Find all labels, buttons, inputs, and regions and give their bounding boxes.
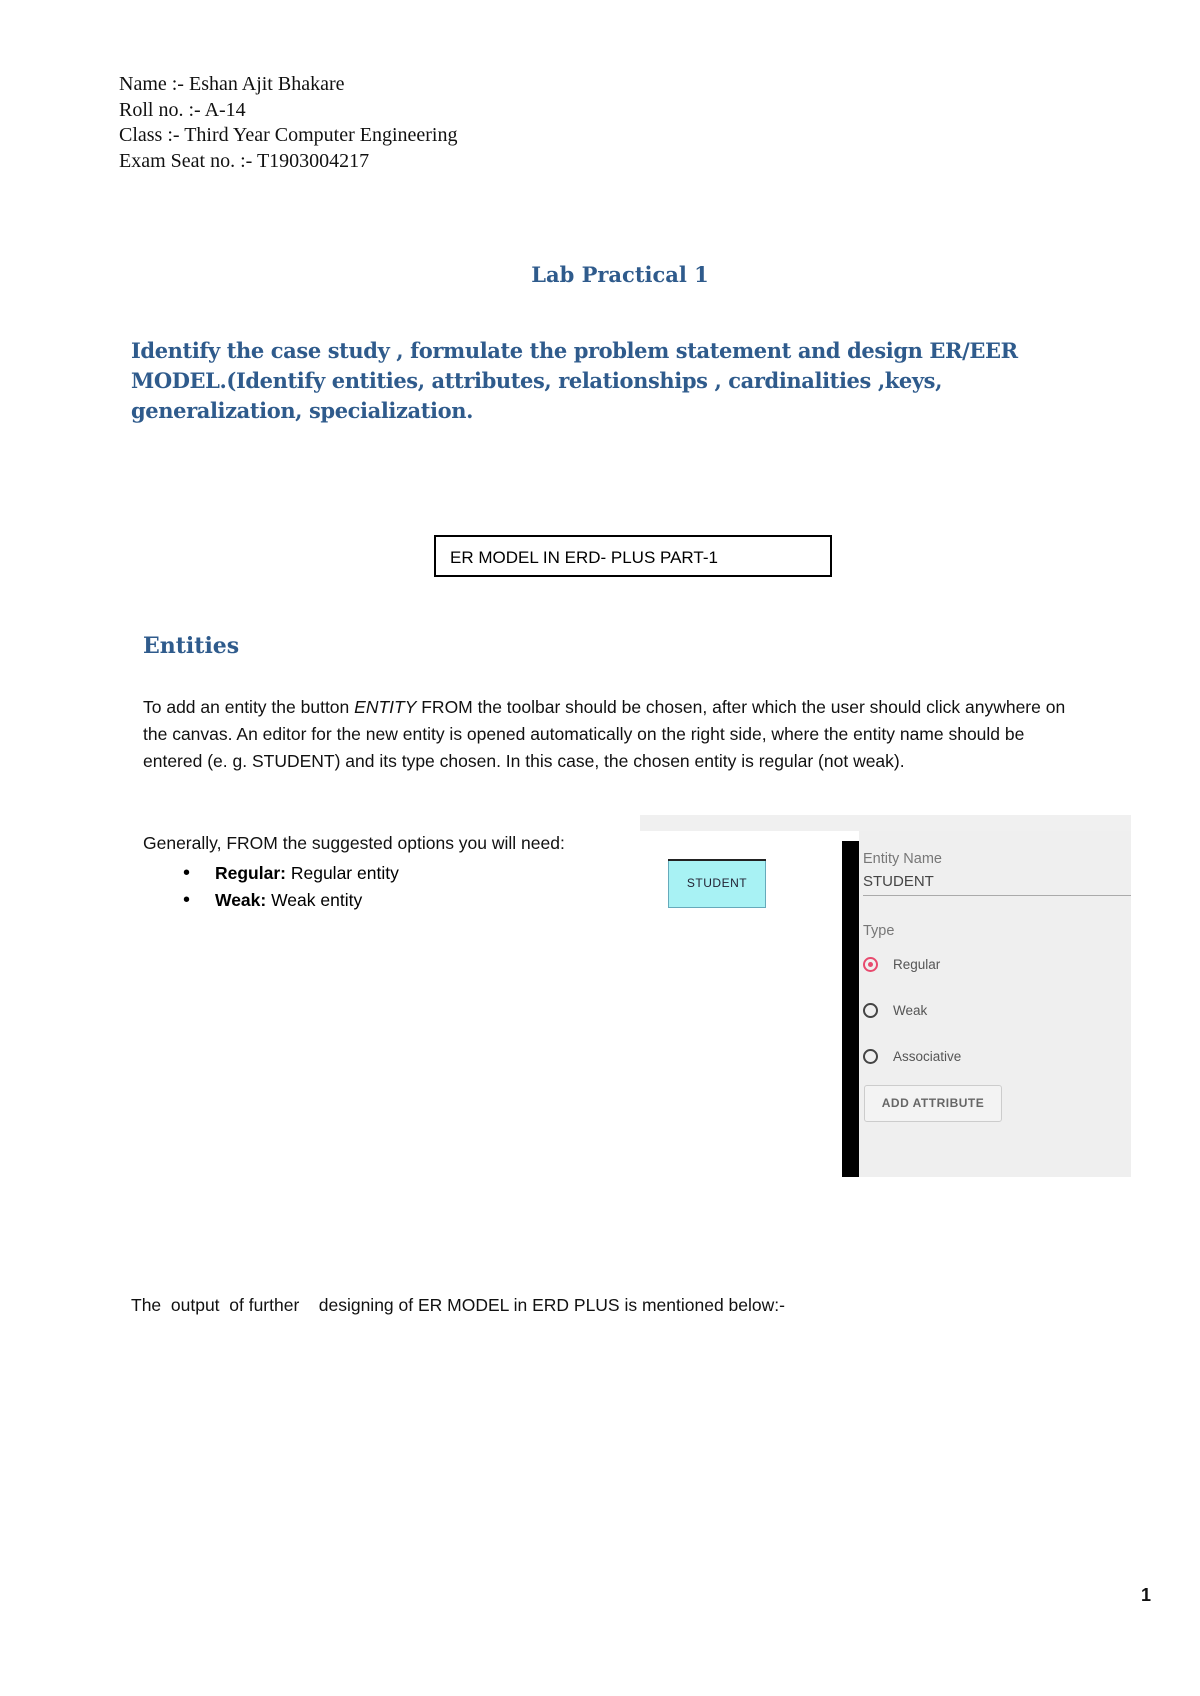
bullet-term: Weak: bbox=[215, 890, 267, 910]
para-text-before: To add an entity the button bbox=[143, 697, 355, 717]
para-text-after: FROM the toolbar should be chosen, after which the user should click anywhere on the canvas. An editor for the new entity is opened automatically on the right side, where the entity name should be entered (e. g. STUDENT) and its type chosen. In this case, the chosen entity is regular (not weak). bbox=[143, 697, 1066, 771]
screenshot-top-strip bbox=[640, 815, 1131, 831]
output-note: The output of further designing of ER MODEL in ERD PLUS is mentioned below:- bbox=[131, 1295, 785, 1315]
entity-type-list bbox=[183, 860, 399, 914]
entity-name-label: Entity Name bbox=[863, 851, 942, 867]
page-title: Lab Practical 1 bbox=[531, 262, 709, 287]
student-entity-shape[interactable]: STUDENT bbox=[668, 859, 766, 908]
student-details bbox=[119, 72, 457, 174]
entities-description bbox=[143, 694, 1083, 775]
student-name: Name :- Eshan Ajit Bhakare bbox=[119, 73, 345, 95]
type-label: Type bbox=[863, 923, 895, 939]
radio-label: Regular bbox=[893, 957, 941, 972]
student-class: Class :- Third Year Computer Engineering bbox=[119, 124, 458, 146]
radio-label: Weak bbox=[893, 1003, 928, 1018]
radio-label: Associative bbox=[893, 1049, 962, 1064]
radio-checked-icon bbox=[863, 957, 878, 972]
list-item bbox=[183, 860, 399, 887]
bullet-desc: Regular entity bbox=[285, 863, 399, 883]
section-heading-entities: Entities bbox=[143, 633, 240, 659]
radio-unchecked-icon bbox=[863, 1049, 878, 1064]
exam-seat-number: Exam Seat no. :- T1903004217 bbox=[119, 149, 370, 172]
para-entity-emphasis: ENTITY bbox=[354, 697, 417, 717]
radio-weak[interactable] bbox=[863, 1003, 927, 1018]
add-attribute-button[interactable]: ADD ATTRIBUTE bbox=[864, 1085, 1002, 1122]
page-number: 1 bbox=[1141, 1585, 1152, 1605]
list-item bbox=[183, 887, 399, 914]
entity-editor-panel bbox=[859, 831, 1131, 1177]
erdplus-screenshot bbox=[640, 815, 1131, 1177]
objective-statement: Identify the case study , formulate the problem statement and design ER/EER MODEL.(Identify entities, attributes, relationships , cardinalities ,keys, generalization, specialization. bbox=[131, 338, 1018, 423]
entity-name-underline bbox=[863, 895, 1131, 896]
entity-name-input[interactable]: STUDENT bbox=[863, 873, 934, 890]
roll-number: Roll no. :- A-14 bbox=[119, 98, 246, 121]
radio-unchecked-icon bbox=[863, 1003, 878, 1018]
part-label-box: ER MODEL IN ERD- PLUS PART-1 bbox=[434, 535, 832, 577]
bullet-term: Regular: bbox=[215, 863, 286, 883]
panel-divider bbox=[842, 841, 859, 1177]
radio-regular[interactable] bbox=[863, 957, 940, 972]
radio-associative[interactable] bbox=[863, 1049, 961, 1064]
bullet-desc: Weak entity bbox=[266, 890, 363, 910]
options-lead: Generally, FROM the suggested options you will need: bbox=[143, 833, 565, 853]
